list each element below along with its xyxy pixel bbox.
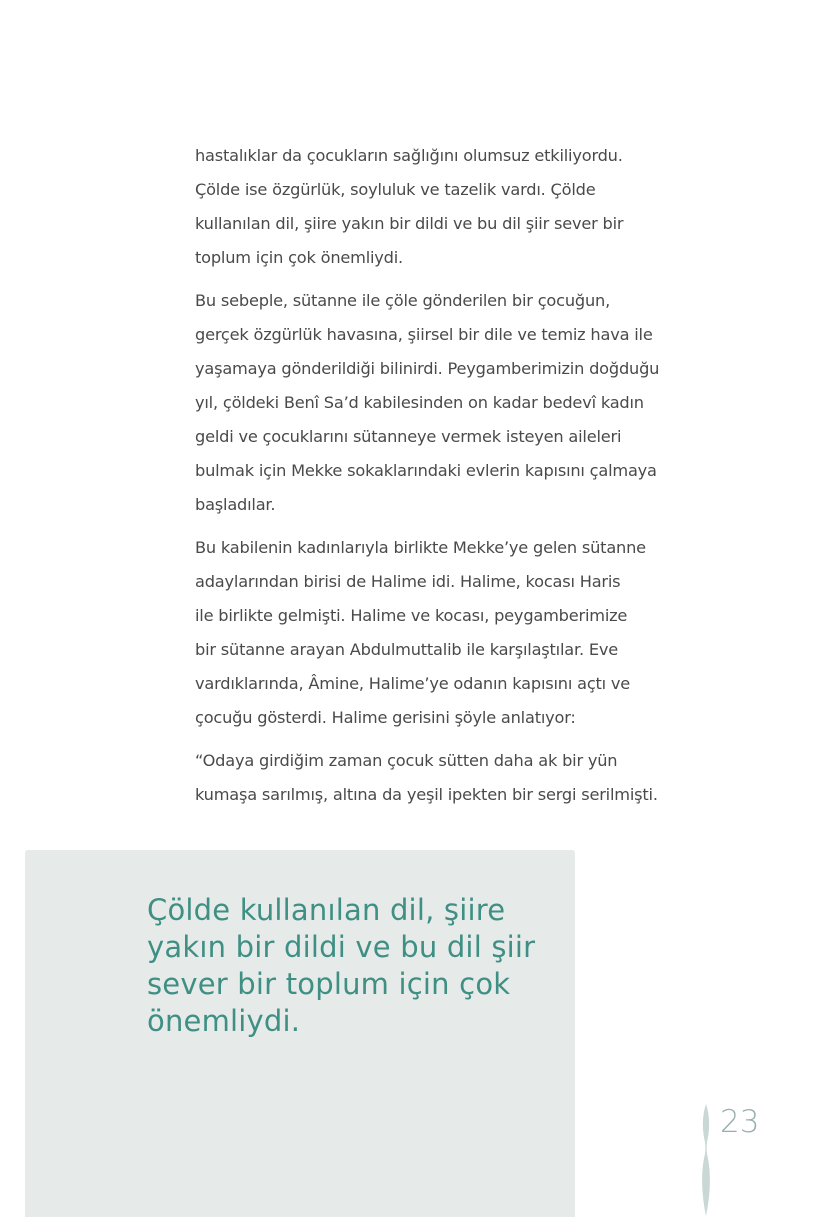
text-line: çocuğu gösterdi. Halime gerisini şöyle anlatıyor: [195,708,576,727]
page-ornament-icon [698,1102,714,1218]
text-line: yaşamaya gönderildiği bilinirdi. Peygamberimizin doğduğu [195,359,660,378]
paragraph [195,744,715,812]
text-line: kumaşa sarılmış, altına da yeşil ipekten bir sergi serilmişti. [195,785,658,804]
pull-quote-text [147,892,535,1040]
text-line: bulmak için Mekke sokaklarındaki evlerin kapısını çalmaya [195,461,657,480]
text-line: başladılar. [195,495,276,514]
text-line: Bu sebeple, sütanne ile çöle gönderilen bir çocuğun, [195,291,611,310]
paragraph [195,531,715,735]
text-line: Çölde ise özgürlük, soyluluk ve tazelik vardı. Çölde [195,180,596,199]
text-line: gerçek özgürlük havasına, şiirsel bir dile ve temiz hava ile [195,325,653,344]
pull-quote-line: Çölde kullanılan dil, şiire [147,893,506,927]
text-line: Bu kabilenin kadınlarıyla birlikte Mekke’ye gelen sütanne [195,538,646,557]
text-line: ile birlikte gelmişti. Halime ve kocası, peygamberimize [195,606,628,625]
text-line: toplum için çok önemliydi. [195,248,404,267]
text-line: vardıklarında, Âmine, Halime’ye odanın kapısını açtı ve [195,674,631,693]
pull-quote-line: önemliydi. [147,1004,301,1038]
body-text [195,139,715,821]
page-number: 23 [720,1104,760,1140]
pull-quote-line: yakın bir dildi ve bu dil şiir [147,930,536,964]
paragraph [195,284,715,522]
text-line: adaylarından birisi de Halime idi. Halime, kocası Haris [195,572,621,591]
paragraph [195,139,715,275]
text-line: geldi ve çocuklarını sütanneye vermek isteyen aileleri [195,427,622,446]
text-line: bir sütanne arayan Abdulmuttalib ile karşılaştılar. Eve [195,640,619,659]
text-line: hastalıklar da çocukların sağlığını olumsuz etkiliyordu. [195,146,623,165]
text-line: yıl, çöldeki Benî Sa’d kabilesinden on kadar bedevî kadın [195,393,644,412]
pull-quote-line: sever bir toplum için çok [147,967,511,1001]
pull-quote-box [25,850,575,1217]
text-line: “Odaya girdiğim zaman çocuk sütten daha ak bir yün [195,751,618,770]
text-line: kullanılan dil, şiire yakın bir dildi ve bu dil şiir sever bir [195,214,624,233]
